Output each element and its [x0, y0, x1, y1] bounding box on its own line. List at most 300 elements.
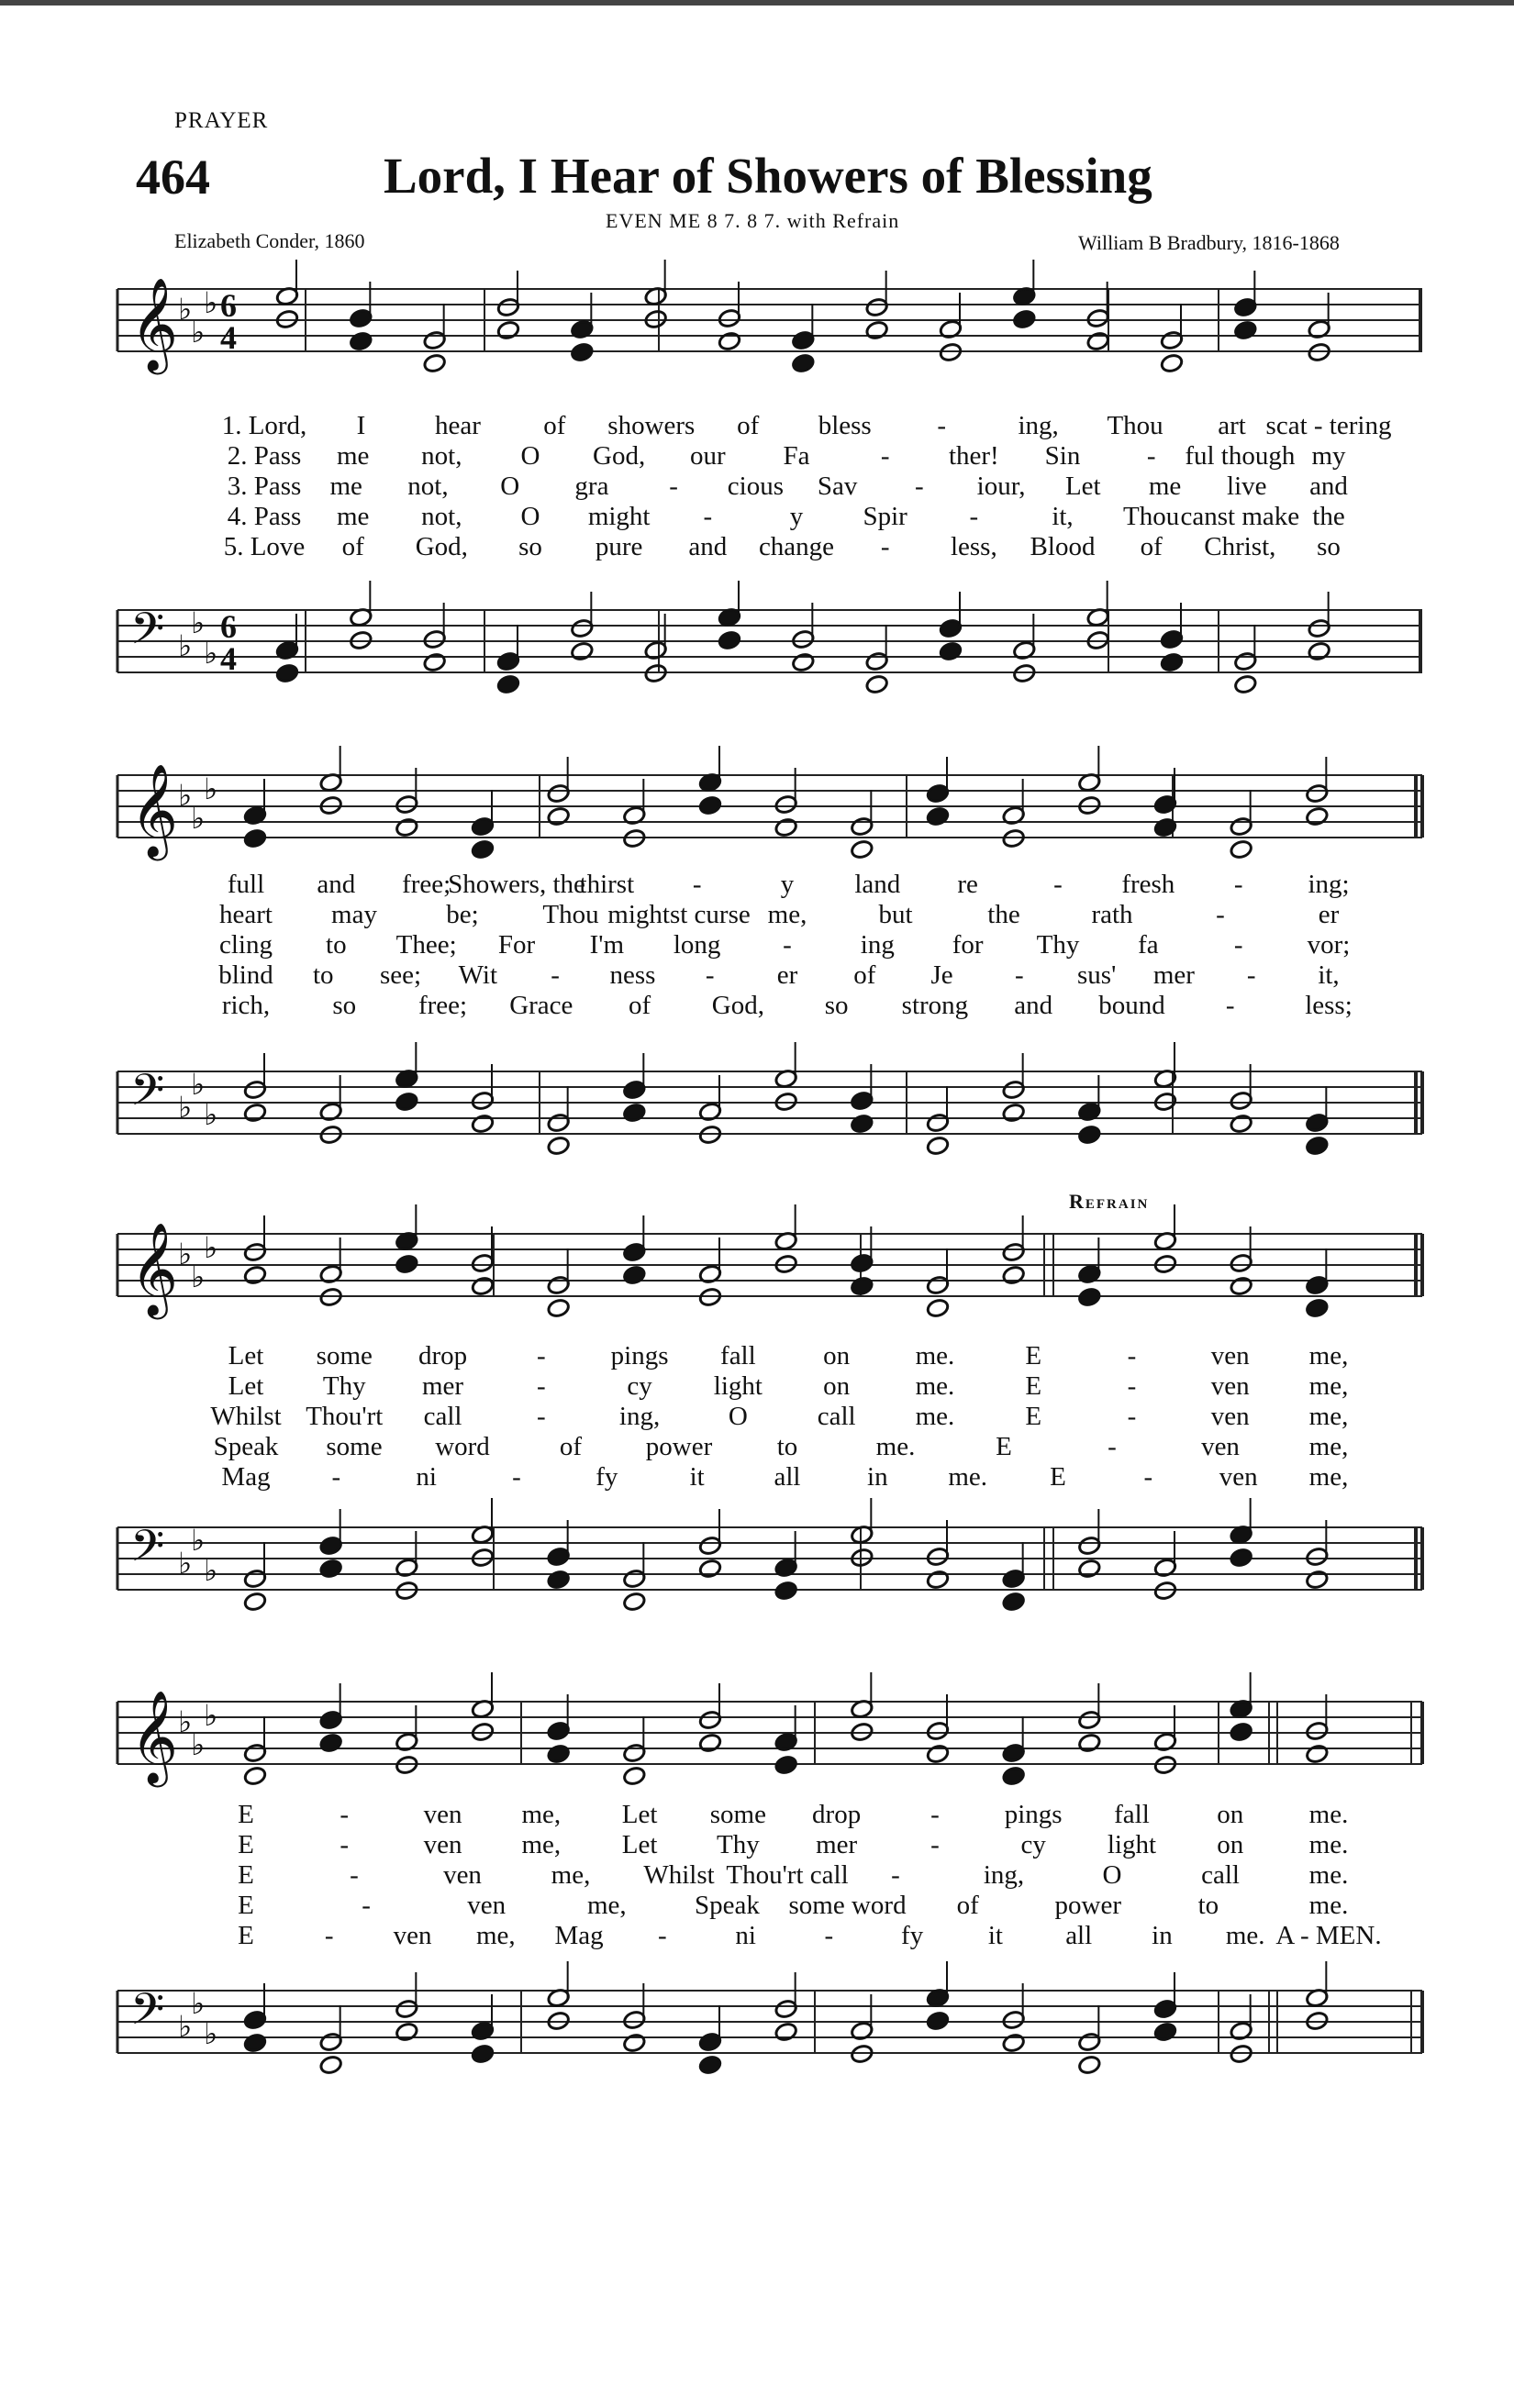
lyric-syllable: fall	[1114, 1800, 1150, 1829]
lyric-syllable: me,	[1308, 1462, 1349, 1492]
lyric-syllable: me,	[1308, 1402, 1349, 1431]
note-head	[718, 331, 741, 352]
note-head	[698, 2055, 722, 2076]
lyric-syllable: Showers, the	[448, 870, 585, 899]
lyric-syllable: all	[1065, 1921, 1093, 1950]
time-signature-bottom: 4	[220, 640, 237, 677]
lyric-syllable: -	[1108, 1432, 1117, 1461]
lyric-syllable: ing,	[1018, 411, 1059, 440]
note-head	[1002, 1103, 1026, 1124]
flat-icon: ♭	[204, 1230, 218, 1265]
note-head	[471, 1276, 495, 1297]
lyric-syllable: mer	[816, 1830, 858, 1859]
lyric-syllable: pure	[595, 532, 643, 561]
lyric-syllable: cy	[1020, 1830, 1046, 1859]
treble-staff-lines	[117, 1221, 1422, 1316]
lyric-syllable: drop	[812, 1800, 862, 1829]
lyric-syllable: and	[688, 532, 728, 561]
note-head	[718, 630, 741, 651]
lyric-line	[117, 991, 1422, 1021]
lyric-syllable: God,	[593, 441, 646, 471]
lyric-syllable: not,	[407, 472, 449, 501]
lyric-syllable: mightst curse	[607, 900, 751, 929]
lyric-syllable: light	[1107, 1830, 1157, 1859]
lyric-syllable: -	[930, 1800, 940, 1829]
lyric-syllable: drop	[417, 1341, 468, 1370]
flat-icon: ♭	[191, 1067, 206, 1102]
lyric-syllable: iour,	[976, 472, 1026, 501]
lyric-syllable: less;	[1305, 991, 1353, 1020]
lyric-syllable: -	[340, 1830, 350, 1859]
lyric-syllable: cy	[627, 1371, 652, 1401]
flat-icon: ♭	[178, 1090, 193, 1125]
flat-icon: ♭	[191, 1259, 206, 1294]
lyric-syllable: me.	[1308, 1891, 1349, 1920]
note-head	[1233, 320, 1257, 341]
lyric-syllable: -	[331, 1462, 341, 1492]
lyric-syllable: heart	[219, 900, 273, 929]
lyric-syllable: Je	[930, 960, 953, 990]
treble-staff	[117, 1689, 1422, 1784]
flat-icon: ♭	[204, 1097, 218, 1132]
lyric-line	[117, 1860, 1422, 1891]
lyric-syllable: pings	[610, 1341, 669, 1370]
flat-icon: ♭	[204, 636, 218, 671]
lyric-line	[117, 1800, 1422, 1830]
note-head	[496, 320, 520, 341]
lyric-syllable: -	[1143, 1462, 1153, 1492]
lyric-syllable: on	[823, 1371, 851, 1401]
lyric-syllable: some word	[788, 1891, 907, 1920]
lyric-syllable: land	[854, 870, 901, 899]
lyric-syllable: bless	[818, 411, 872, 440]
lyric-line	[117, 1432, 1422, 1462]
lyric-syllable: free;	[402, 870, 451, 899]
note-head	[243, 828, 267, 849]
lyric-syllable: Speak	[213, 1432, 279, 1461]
note-head	[774, 817, 798, 838]
lyric-syllable: it,	[1052, 502, 1074, 531]
lyric-syllable: me,	[767, 900, 807, 929]
lyric-line	[117, 1921, 1422, 1951]
note-head	[622, 1265, 646, 1286]
lyric-syllable: -	[1127, 1371, 1137, 1401]
lyric-syllable: power	[645, 1432, 713, 1461]
lyric-syllable: fresh	[1121, 870, 1175, 899]
lyric-syllable: me.	[915, 1371, 955, 1401]
note-head	[622, 1103, 646, 1124]
lyric-syllable: me	[1148, 472, 1182, 501]
lyric-syllable: Sav	[817, 472, 858, 501]
note-head	[471, 839, 495, 860]
lyric-syllable: light	[713, 1371, 763, 1401]
note-head	[622, 1766, 646, 1787]
lyric-syllable: may	[331, 900, 377, 929]
lyric-syllable: -	[891, 1860, 900, 1890]
lyric-syllable: E	[1025, 1371, 1042, 1401]
lyric-syllable: call	[817, 1402, 856, 1431]
note-head	[275, 663, 299, 684]
lyric-syllable: the	[1312, 502, 1345, 531]
lyric-syllable: Christ,	[1204, 532, 1276, 561]
lyric-line	[117, 441, 1422, 472]
lyric-syllable: cling	[219, 930, 273, 960]
note-head	[622, 1592, 646, 1613]
lyric-syllable: er	[776, 960, 798, 990]
lyric-syllable: -	[350, 1860, 359, 1890]
lyric-syllable: and	[1014, 991, 1053, 1020]
lyric-syllable: ness	[609, 960, 656, 990]
lyric-syllable: Wit	[458, 960, 498, 990]
lyric-syllable: be;	[446, 900, 479, 929]
note-head	[926, 1298, 950, 1319]
lyric-syllable: E	[1050, 1462, 1066, 1492]
lyric-syllable: strong	[901, 991, 969, 1020]
lyric-syllable: thirst	[579, 870, 635, 899]
note-head	[1230, 1276, 1253, 1297]
flat-icon: ♭	[191, 1727, 206, 1762]
lyric-syllable: Mag	[554, 1921, 604, 1950]
lyric-syllable: God,	[711, 991, 764, 1020]
lyric-syllable: ni	[416, 1462, 437, 1492]
lyric-syllable: me	[329, 472, 362, 501]
note-head	[698, 1733, 722, 1754]
note-head	[926, 806, 950, 827]
note-head	[1230, 1114, 1253, 1135]
lyric-syllable: ven	[467, 1891, 507, 1920]
note-head	[1002, 1265, 1026, 1286]
lyric-syllable: y	[780, 870, 795, 899]
note-head	[774, 1581, 798, 1602]
lyric-syllable: 4. Pass	[227, 502, 302, 531]
lyric-syllable: -	[880, 532, 890, 561]
lyric-syllable: Thy	[717, 1830, 760, 1859]
lyric-syllable: -	[937, 411, 947, 440]
note-head	[1305, 1570, 1329, 1591]
lyric-syllable: ven	[1210, 1341, 1250, 1370]
bass-staff-lines	[117, 1518, 1422, 1610]
treble-staff-lines	[117, 276, 1422, 372]
lyric-syllable: -	[1233, 930, 1243, 960]
lyric-syllable: me.	[948, 1462, 987, 1492]
lyric-syllable: -	[1015, 960, 1024, 990]
lyric-syllable: some	[709, 1800, 766, 1829]
lyric-syllable: A - MEN.	[1275, 1921, 1382, 1950]
flat-icon: ♭	[204, 1698, 218, 1733]
treble-staff-lines	[117, 1689, 1422, 1784]
lyric-syllable: 2. Pass	[227, 441, 302, 471]
hymn-number: 464	[136, 150, 210, 205]
note-head	[698, 1559, 722, 1580]
lyric-syllable: me,	[1308, 1371, 1349, 1401]
note-head	[774, 1755, 798, 1776]
lyric-syllable: of	[853, 960, 876, 990]
lyric-syllable: rath	[1091, 900, 1133, 929]
lyric-syllable: me,	[586, 1891, 627, 1920]
note-head	[774, 2022, 798, 2043]
lyric-syllable: not,	[421, 502, 462, 531]
note-head	[850, 839, 874, 860]
note-head	[1233, 674, 1257, 695]
lyric-syllable: -	[1216, 900, 1225, 929]
lyric-line	[117, 1891, 1422, 1921]
note-head	[349, 331, 373, 352]
lyric-line	[117, 870, 1422, 900]
lyric-line	[117, 930, 1422, 960]
lyric-syllable: on	[1217, 1830, 1244, 1859]
note-head	[791, 652, 815, 673]
lyric-syllable: sus'	[1076, 960, 1117, 990]
lyric-syllable: art	[1218, 411, 1246, 440]
lyric-syllable: all	[774, 1462, 801, 1492]
note-head	[865, 320, 889, 341]
lyric-syllable: me,	[521, 1830, 562, 1859]
lyric-syllable: 3. Pass	[227, 472, 302, 501]
lyric-syllable: on	[1217, 1800, 1244, 1829]
note-head	[547, 1298, 571, 1319]
note-head	[1160, 353, 1184, 374]
lyric-syllable: -	[1246, 960, 1256, 990]
bass-staff-lines	[117, 601, 1422, 693]
lyric-syllable: some	[316, 1341, 373, 1370]
lyric-syllable: y	[789, 502, 804, 531]
note-head	[850, 1114, 874, 1135]
note-head	[423, 652, 447, 673]
note-head	[570, 641, 594, 662]
flat-icon: ♭	[178, 778, 193, 813]
lyric-syllable: gra	[574, 472, 609, 501]
note-head	[423, 353, 447, 374]
note-head	[496, 674, 520, 695]
note-head	[319, 2055, 343, 2076]
lyric-syllable: fy	[596, 1462, 618, 1492]
lyric-syllable: -	[340, 1800, 350, 1829]
note-head	[850, 1276, 874, 1297]
lyric-syllable: E	[238, 1800, 254, 1829]
hymn-title: Lord, I Hear of Showers of Blessing	[384, 148, 1152, 204]
lyric-syllable: ven	[423, 1830, 462, 1859]
lyric-syllable: me,	[551, 1860, 591, 1890]
lyric-syllable: hear	[434, 411, 481, 440]
author-credit: Elizabeth Conder, 1860	[174, 229, 365, 252]
note-head	[547, 1570, 571, 1591]
note-head	[319, 1733, 343, 1754]
note-head	[1086, 331, 1110, 352]
note-head	[1077, 1125, 1101, 1146]
lyric-syllable: free;	[417, 991, 468, 1020]
lyric-syllable: showers	[607, 411, 696, 440]
lyric-syllable: -	[658, 1921, 667, 1950]
lyric-syllable: it	[689, 1462, 705, 1492]
lyric-line	[117, 411, 1422, 441]
lyric-line	[117, 960, 1422, 991]
lyric-syllable: call	[1201, 1860, 1240, 1890]
note-head	[698, 795, 722, 816]
lyric-syllable: see;	[380, 960, 422, 990]
lyric-syllable: me,	[475, 1921, 516, 1950]
lyric-syllable: E	[238, 1830, 254, 1859]
bass-staff	[117, 1518, 1422, 1610]
lyric-syllable: E	[238, 1891, 254, 1920]
lyric-syllable: less,	[950, 532, 997, 561]
note-head	[1230, 839, 1253, 860]
note-head	[791, 353, 815, 374]
flat-icon: ♭	[178, 1237, 193, 1271]
note-head	[939, 641, 963, 662]
lyric-syllable: -	[512, 1462, 521, 1492]
treble-staff-lines	[117, 762, 1422, 858]
lyric-syllable: God,	[415, 532, 468, 561]
lyric-syllable: -	[324, 1921, 334, 1950]
lyric-syllable: ther!	[948, 441, 999, 471]
note-head	[395, 817, 418, 838]
lyric-syllable: Let	[228, 1341, 264, 1370]
note-head	[1230, 1722, 1253, 1743]
lyric-syllable: call	[423, 1402, 462, 1431]
note-head	[1002, 2033, 1026, 2054]
lyric-syllable: to	[313, 960, 334, 990]
lyric-syllable: to	[326, 930, 347, 960]
lyric-syllable: blind	[218, 960, 273, 990]
lyric-syllable: mer	[421, 1371, 464, 1401]
lyric-syllable: me	[336, 441, 370, 471]
lyric-syllable: me.	[1308, 1830, 1349, 1859]
lyric-syllable: -	[1127, 1402, 1137, 1431]
section-heading: PRAYER	[174, 108, 269, 133]
lyric-syllable: -	[536, 1371, 546, 1401]
lyric-syllable: -	[1225, 991, 1235, 1020]
note-head	[395, 1254, 418, 1275]
lyric-syllable: -	[536, 1341, 546, 1370]
lyric-syllable: Thy	[322, 1371, 366, 1401]
lyric-line	[117, 1402, 1422, 1432]
note-head	[547, 1744, 571, 1765]
bass-clef-icon: 𝄢	[130, 603, 165, 665]
lyric-syllable: me.	[1225, 1921, 1265, 1950]
lyric-syllable: re	[957, 870, 978, 899]
flat-icon: ♭	[178, 292, 193, 327]
lyric-syllable: of	[1140, 532, 1163, 561]
lyric-syllable: in	[1152, 1921, 1173, 1950]
note-head	[243, 2033, 267, 2054]
flat-icon: ♭	[191, 315, 206, 350]
lyric-line	[117, 1341, 1422, 1371]
lyric-syllable: me.	[1308, 1800, 1349, 1829]
lyric-syllable: Thou'rt	[306, 1402, 384, 1431]
lyric-syllable: ven	[423, 1800, 462, 1829]
lyric-syllable: -	[783, 930, 792, 960]
note-head	[471, 2044, 495, 2065]
note-head	[1077, 2055, 1101, 2076]
lyric-syllable: Thou	[1123, 502, 1180, 531]
lyric-syllable: of	[737, 411, 760, 440]
note-head	[243, 1766, 267, 1787]
note-head	[1160, 652, 1184, 673]
composer-credit: William B Bradbury, 1816-1868	[1078, 231, 1340, 254]
note-head	[395, 1092, 418, 1113]
flat-icon: ♭	[204, 1553, 218, 1588]
lyric-syllable: I	[356, 411, 366, 440]
note-head	[243, 1265, 267, 1286]
lyric-syllable: Whilst	[210, 1402, 282, 1431]
lyric-syllable: canst make	[1180, 502, 1300, 531]
lyric-syllable: ing;	[1308, 870, 1350, 899]
flat-icon: ♭	[191, 1986, 206, 2021]
lyric-syllable: for	[952, 930, 984, 960]
lyric-syllable: -	[969, 502, 979, 531]
lyric-syllable: Fa	[783, 441, 810, 471]
note-head	[1153, 817, 1177, 838]
lyric-syllable: full	[227, 870, 265, 899]
treble-clef-icon: 𝄞	[130, 1221, 179, 1315]
lyric-syllable: live	[1227, 472, 1267, 501]
note-head	[1305, 1744, 1329, 1765]
lyric-syllable: Sin	[1044, 441, 1081, 471]
lyric-syllable: Blood	[1030, 532, 1096, 561]
note-head	[1002, 1766, 1026, 1787]
lyric-syllable: of	[956, 1891, 979, 1920]
flat-icon: ♭	[178, 1546, 193, 1581]
bass-clef-icon: 𝄢	[130, 1064, 165, 1126]
lyric-syllable: in	[867, 1462, 888, 1492]
lyrics-block	[117, 1800, 1422, 1951]
note-head	[547, 806, 571, 827]
lyric-syllable: ni	[735, 1921, 756, 1950]
lyric-syllable: me.	[1308, 1860, 1349, 1890]
lyric-syllable: -	[703, 502, 713, 531]
lyric-syllable: but	[878, 900, 913, 929]
lyric-syllable: fa	[1138, 930, 1159, 960]
note-head	[243, 1592, 267, 1613]
treble-staff	[117, 276, 1422, 372]
treble-clef-icon: 𝄞	[130, 762, 179, 857]
lyric-syllable: on	[823, 1341, 851, 1370]
lyric-syllable: 1. Lord,	[221, 411, 307, 440]
lyric-syllable: E	[238, 1921, 254, 1950]
lyric-syllable: cious	[727, 472, 784, 501]
note-head	[1077, 1733, 1101, 1754]
lyric-syllable: -	[551, 960, 560, 990]
note-head	[1308, 641, 1331, 662]
lyric-syllable: ing	[860, 930, 895, 960]
lyric-syllable: Whilst	[643, 1860, 715, 1890]
lyric-syllable: -	[705, 960, 715, 990]
lyric-syllable: -	[362, 1891, 371, 1920]
lyric-syllable: and	[1309, 472, 1348, 501]
lyric-syllable: me	[336, 502, 370, 531]
lyric-syllable: Mag	[221, 1462, 271, 1492]
lyric-syllable: Thy	[1036, 930, 1080, 960]
lyric-syllable: -	[1127, 1341, 1137, 1370]
lyric-syllable: O	[728, 1402, 748, 1431]
lyric-syllable: our	[689, 441, 726, 471]
bass-staff-lines	[117, 1981, 1422, 2073]
lyric-syllable: ing,	[618, 1402, 661, 1431]
time-signature-top: 6	[220, 608, 237, 645]
note-head	[1153, 2022, 1177, 2043]
lyric-syllable: of	[559, 1432, 583, 1461]
lyric-line	[117, 1371, 1422, 1402]
lyric-syllable: it	[987, 1921, 1003, 1950]
lyric-syllable: fy	[901, 1921, 924, 1950]
lyric-syllable: ven	[443, 1860, 482, 1890]
lyric-syllable: me,	[1308, 1341, 1349, 1370]
lyric-syllable: For	[497, 930, 536, 960]
lyric-syllable: my	[1311, 441, 1346, 471]
bass-clef-icon: 𝄢	[130, 1983, 165, 2046]
lyric-syllable: change	[758, 532, 835, 561]
lyric-syllable: it,	[1318, 960, 1340, 990]
